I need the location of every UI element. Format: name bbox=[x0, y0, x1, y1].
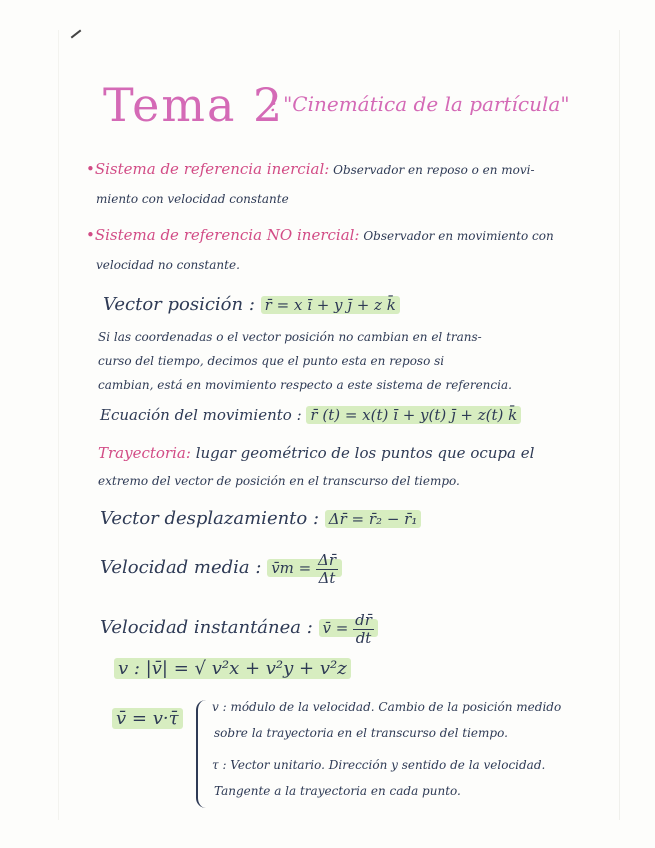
inst-velocity-line bbox=[100, 612, 378, 646]
inst-velocity-denominator: dt bbox=[355, 628, 372, 647]
trajectory-line bbox=[98, 444, 534, 462]
motion-equation-formula: r̄ (t) = x(t) ī + y(t) j̄ + z(t) k̄ bbox=[306, 406, 521, 424]
page-title: Tema 2 bbox=[103, 78, 285, 132]
position-label: Vector posición : bbox=[103, 294, 255, 315]
line-inertial-2: miento con velocidad constante bbox=[96, 192, 289, 206]
avg-velocity-denominator: Δt bbox=[318, 568, 336, 587]
speed-magnitude-line bbox=[114, 658, 351, 679]
inst-velocity-label: Velocidad instantánea : bbox=[100, 617, 313, 638]
avg-velocity-lhs: v̄m = bbox=[271, 559, 312, 577]
displacement-formula: Δr̄ = r̄₂ − r̄₁ bbox=[325, 510, 422, 528]
brace-line-4: Tangente a la trayectoria en cada punto. bbox=[214, 784, 461, 798]
paragraph-line-3: cambian, está en movimiento respecto a este sistema de referencia. bbox=[98, 378, 512, 392]
line-inertial bbox=[86, 160, 535, 178]
line-noninertial bbox=[86, 226, 554, 244]
velocity-tangent-line bbox=[112, 708, 183, 729]
curly-brace bbox=[196, 700, 208, 808]
paragraph-line-2: curso del tiempo, decimos que el punto esta en reposo si bbox=[98, 354, 445, 368]
displacement-label: Vector desplazamiento : bbox=[100, 508, 320, 529]
avg-velocity-label: Velocidad media : bbox=[100, 557, 262, 578]
paragraph-line-1: Si las coordenadas o el vector posición no cambian en el trans- bbox=[98, 330, 482, 344]
motion-equation-line bbox=[100, 406, 521, 424]
inst-velocity-numerator: dr̄ bbox=[355, 611, 372, 629]
avg-velocity-numerator: Δr̄ bbox=[318, 551, 337, 569]
trajectory-label: Trayectoria: bbox=[98, 444, 191, 462]
trajectory-line-2: extremo del vector de posición en el transcurso del tiempo. bbox=[98, 474, 460, 488]
inertial-label: •Sistema de referencia inercial: bbox=[86, 160, 330, 178]
speed-magnitude-formula: v : |v̄| = √ v²x + v²y + v²z bbox=[114, 658, 351, 679]
line-noninertial-2: velocidad no constante. bbox=[96, 258, 240, 272]
displacement-line bbox=[100, 508, 421, 529]
trajectory-text: lugar geométrico de los puntos que ocupa el bbox=[195, 444, 535, 462]
inertial-text: Observador en reposo o en movi- bbox=[333, 163, 535, 177]
motion-equation-label: Ecuación del movimiento : bbox=[100, 406, 302, 424]
position-formula: r̄ = x ī + y j̄ + z k̄ bbox=[261, 296, 400, 314]
avg-velocity-line bbox=[100, 552, 342, 586]
brace-line-1: v : módulo de la velocidad. Cambio de la posición medido bbox=[212, 700, 562, 714]
velocity-tangent-formula: v̄ = v·τ̄ bbox=[112, 708, 183, 729]
page-subtitle: : "Cinemática de la partícula" bbox=[270, 92, 570, 116]
brace-line-2: sobre la trayectoria en el transcurso del tiempo. bbox=[214, 726, 508, 740]
position-vector-line bbox=[103, 294, 400, 315]
noninertial-label: •Sistema de referencia NO inercial: bbox=[86, 226, 360, 244]
noninertial-text: Observador en movimiento con bbox=[363, 229, 554, 243]
inst-velocity-formula bbox=[319, 611, 378, 647]
inst-velocity-fraction bbox=[353, 612, 374, 646]
inst-velocity-lhs: v̄ = bbox=[322, 619, 349, 637]
brace-line-3: τ : Vector unitario. Dirección y sentido de la velocidad. bbox=[212, 758, 546, 772]
avg-velocity-fraction bbox=[316, 552, 338, 586]
